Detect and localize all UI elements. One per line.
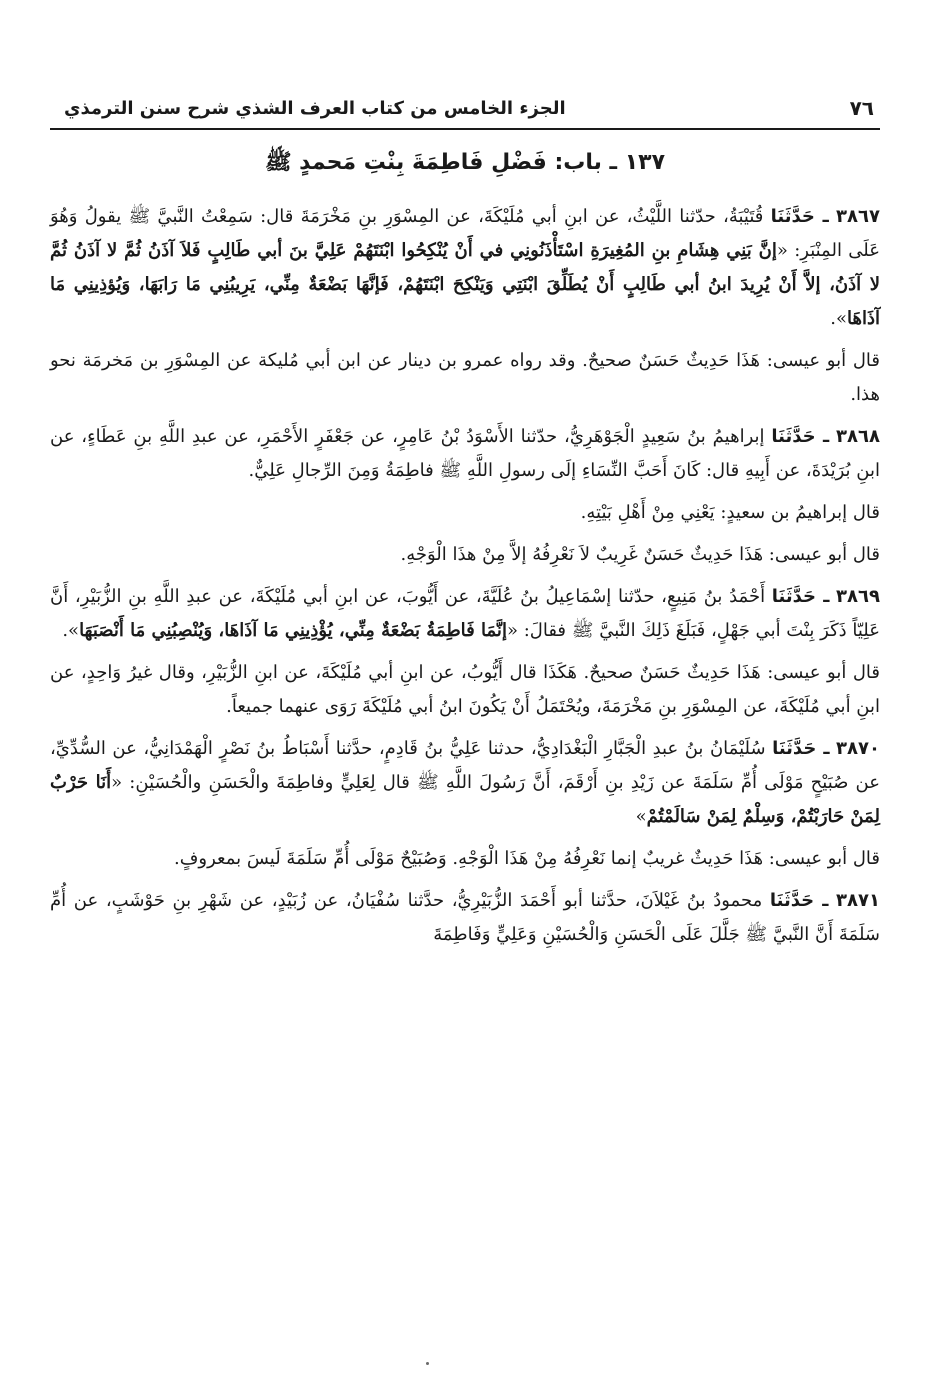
isnad-text: أَحْمَدُ بنُ مَنِيعٍ، حدّثنا إسْمَاعِيلُ بنُ عُلَيَّةَ، عن أَيُّوبَ، عن ابنِ أبي مُلَيْكَةَ، عن عبدِ اللَّهِ بنِ الزُّبَيْرِ، أَنَّ عَلِيّاً ذَكَرَ بِنْتَ أبي جَهْلٍ، فَبَلَغَ ذَلِكَ النَّبيَّ ﷺ فقالَ: «	[50, 586, 880, 641]
hadith-text: إبراهيمُ بنُ سَعِيدٍ الْجَوْهَرِيُّ، حدّثنا الأَسْوَدُ بْنُ عَامِرٍ، عن جَعْفَرٍ الأَحْمَرِ، عن عبدِ اللَّهِ بنِ عَطَاءٍ، عن ابنِ بُرَيْدَةَ، عن أَبِيهِ قال: كَانَ أَحَبَّ النِّسَاءِ إلَى رسولِ اللَّهِ ﷺ فاطِمَةُ وَمِنَ الرِّجالِ عَلِيٌّ.	[50, 426, 880, 481]
hadith-3867	[50, 200, 880, 336]
hadith-number: ٣٨٧٠	[836, 738, 880, 759]
haddathana-marker: ـ حَدَّثَنَا	[771, 586, 830, 607]
running-title: الجزء الخامس من كتاب العرف الشذي شرح سنن الترمذي	[64, 97, 566, 119]
hadith-3869	[50, 580, 880, 648]
commentary-3867: قال أبو عيسى: هَذَا حَدِيثٌ حَسَنٌ صحيحٌ. وقد رواه عمرو بن دينار عن ابن أبي مُليكة عن المِسْوَرِ بن مَخرمَة نحو هذا.	[50, 350, 880, 405]
closing-quote: ».	[830, 308, 847, 329]
chapter-title: ١٣٧ ـ باب: فَضْلِ فَاطِمَةَ بِنْتِ مَحمدٍ ﷺ	[264, 150, 666, 175]
commentary-3869: قال أبو عيسى: هَذَا حَدِيثٌ حَسَنٌ صحيحٌ. هَكَذَا قال أَيُّوبُ، عن ابنِ أبي مُلَيْكَةَ، عن ابنِ الزُّبَيْرِ، وقال غيرُ وَاحِدٍ، عن ابنِ أبي مُلَيْكَةَ، عن المِسْوَرِ بنِ مَخْرَمَةَ، ويُحْتَمَلُ أَنْ يَكُونَ ابنُ أبي مُلَيْكَةَ رَوَى عنهما جميعاً.	[50, 662, 880, 717]
page-body	[50, 200, 880, 960]
commentary-3868-a: قال إبراهيمُ بن سعيدٍ: يَعْنِي مِنْ أَهْلِ بَيْتِهِ.	[580, 502, 880, 523]
haddathana-marker: ـ حَدَّثَنَا	[770, 206, 829, 227]
commentary-3870: قال أبو عيسى: هَذَا حَدِيثٌ غريبٌ إنما نَعْرِفُهُ مِنْ هَذَا الْوَجْهِ. وَصُبَيْحٌ مَوْلَى أُمِّ سَلَمَةَ لَيسَ بمعروفٍ.	[174, 848, 880, 869]
hadith-number: ٣٨٧١	[836, 890, 880, 911]
matn-text: أَنَا حَرْبٌ لِمَنْ حَارَبْتُمْ، وَسِلْمٌ لِمَنْ سَالَمْتُمْ	[50, 772, 880, 827]
hadith-number: ٣٨٦٧	[836, 206, 880, 227]
isnad-text: سُلَيْمَانُ بنُ عبدِ الْجَبَّارِ الْبَغْدَادِيُّ، حدثنا عَلِيُّ بنُ قَادِمٍ، حدَّثنا أَسْبَاطُ بنُ نَصْرٍ الْهَمْدَانِيُّ، عن السُّدِّيِّ، عن صُبَيْحٍ مَوْلَى أُمِّ سَلَمَةَ عن زَيْدِ بنِ أَرْقَمَ، أَنَّ رَسُولَ اللَّهِ ﷺ قال لِعَلِيٍّ وفاطِمَةَ والْحَسَنِ والْحُسَيْنِ: «	[50, 738, 880, 793]
page-header	[50, 88, 880, 130]
hadith-number: ٣٨٦٩	[836, 586, 880, 607]
hadith-number: ٣٨٦٨	[836, 426, 880, 447]
closing-quote: »	[635, 806, 647, 827]
page-speck	[426, 1362, 429, 1365]
matn-text: إنَّ بَنِي هِشَامِ بنِ المُغِيرَةِ اسْتَأْذَنُونِي في أَنْ يُنْكِحُوا ابْنَتَهُمْ عَلِيَّ بنَ أبي طَالِبٍ فَلاَ آذَنُ ثُمَّ لا آذَنُ ثُمَّ لا آذَنُ، إلاَّ أَنْ يُرِيدَ ابنُ أبي طَالِبٍ أَنْ يُطَلِّقَ ابْنَتِي وَيَنْكِحَ ابْنَتَهُمْ، فَإنَّهَا بَضْعَةٌ مِنِّي، يَرِيبُنِي مَا رَابَهَا، وَيُؤذِينِي مَا آذَاهَا	[50, 240, 880, 329]
closing-quote: ».	[62, 620, 80, 641]
hadith-text: محمودُ بنُ غَيْلاَنَ، حدَّثنا أبو أَحْمَدَ الزُّبَيْرِيُّ، حدَّثنا سُفْيَانُ، عن زُبَيْدٍ، عن شَهْرِ بنِ حَوْشَبٍ، عن أُمِّ سَلَمَةَ أَنَّ النَّبيَّ ﷺ جَلَّلَ عَلَى الْحَسَنِ وَالْحُسَيْنِ وَعَلِيٍّ وَفَاطِمَةَ	[50, 890, 880, 945]
page-number: ٧٦	[849, 96, 874, 120]
haddathana-marker: ـ حَدَّثَنَا	[771, 426, 830, 447]
book-page	[50, 0, 880, 1377]
hadith-3868	[50, 420, 880, 488]
hadith-3870	[50, 732, 880, 834]
isnad-text: قُتَيْبَةُ، حدّثنا اللَّيْثُ، عن ابنِ أبي مُلَيْكَةَ، عن المِسْوَرِ بنِ مَخْرَمَةَ قال: سَمِعْتُ النَّبيَّ ﷺ يقولُ وَهُوَ عَلَى المِنْبَرِ: «	[50, 206, 880, 261]
haddathana-marker: ـ حَدَّثَنَا	[772, 738, 830, 759]
commentary-3868-b: قال أبو عيسى: هَذَا حَدِيثٌ حَسَنٌ غَرِيبٌ لاَ نَعْرِفُهُ إلاَّ مِنْ هذَا الْوَجْهِ.	[400, 544, 880, 565]
matn-text: إنَّمَا فَاطِمَةُ بَضْعَةٌ مِنِّي، يُؤْذِينِي مَا آذَاهَا، وَيُنْصِبُنِي مَا أَنْصَبَهَا	[79, 620, 507, 641]
haddathana-marker: ـ حَدَّثَنَا	[769, 890, 829, 911]
hadith-3871	[50, 884, 880, 952]
